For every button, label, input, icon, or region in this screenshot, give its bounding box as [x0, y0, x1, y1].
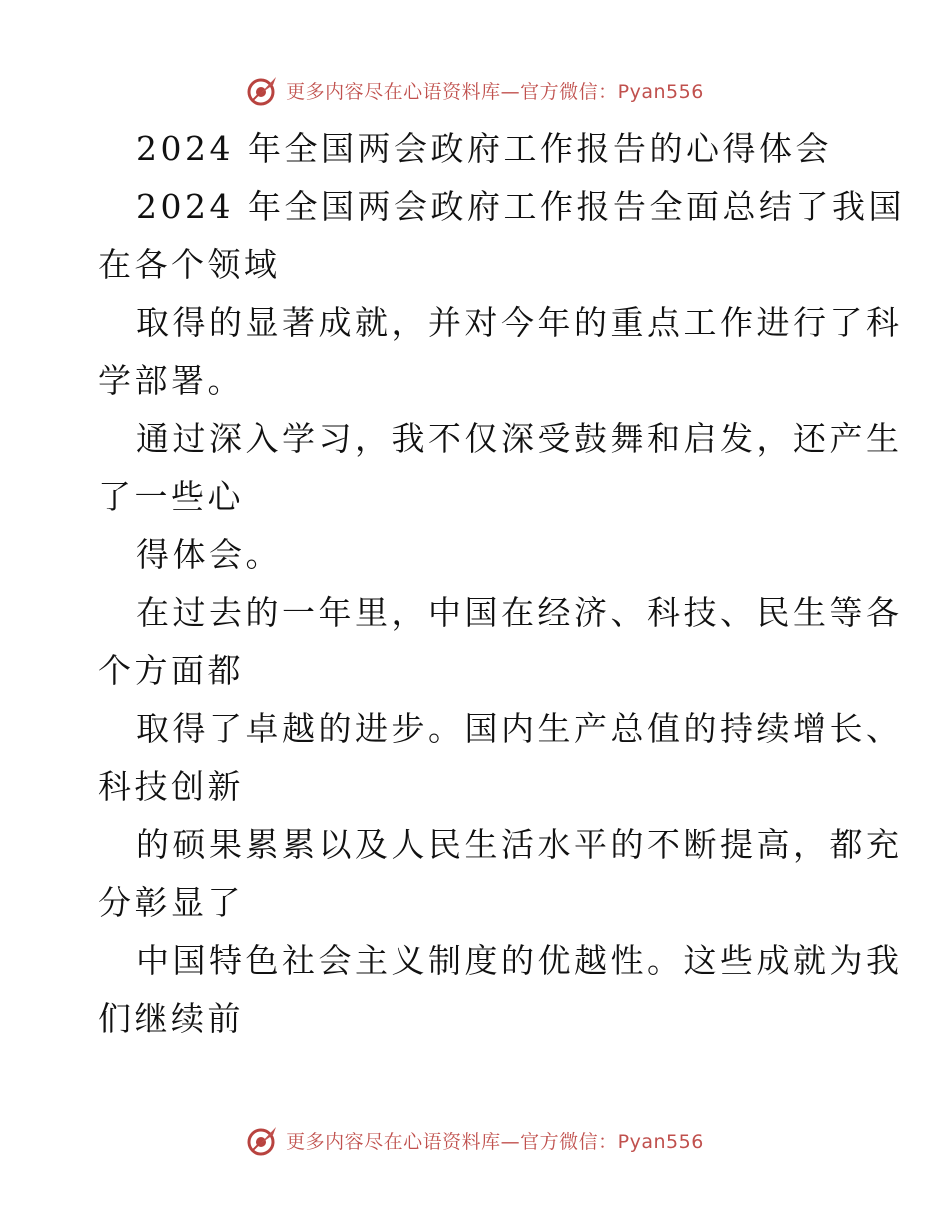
header-watermark	[0, 70, 950, 110]
text-line: 学部署。	[98, 361, 244, 400]
watermark-text: 更多内容尽在心语资料库—官方微信：Pyan556	[286, 1130, 704, 1153]
quill-logo-icon	[246, 73, 280, 107]
text-line: 得体会。	[136, 535, 282, 574]
text-line: 的硕果累累以及人民生活水平的不断提高，都充	[136, 825, 903, 864]
text-line: 通过深入学习，我不仅深受鼓舞和启发，还产生	[136, 419, 903, 458]
text-line: 了一些心	[98, 477, 244, 516]
quill-logo-icon	[246, 1123, 280, 1157]
footer-watermark	[0, 1120, 950, 1160]
text-line: 在各个领域	[98, 245, 281, 284]
text-line: 们继续前	[98, 999, 244, 1038]
text-line: 2024 年全国两会政府工作报告全面总结了我国	[136, 187, 905, 226]
text-line: 分彰显了	[98, 883, 244, 922]
text-line: 中国特色社会主义制度的优越性。这些成就为我	[136, 941, 903, 980]
text-line: 取得了卓越的进步。国内生产总值的持续增长、	[136, 709, 903, 748]
text-line: 2024 年全国两会政府工作报告的心得体会	[136, 129, 832, 168]
text-line: 科技创新	[98, 767, 244, 806]
text-line: 在过去的一年里，中国在经济、科技、民生等各	[136, 593, 903, 632]
document-body	[98, 120, 905, 1048]
watermark-text: 更多内容尽在心语资料库—官方微信：Pyan556	[286, 80, 704, 103]
text-line: 个方面都	[98, 651, 244, 690]
text-line: 取得的显著成就，并对今年的重点工作进行了科	[136, 303, 903, 342]
